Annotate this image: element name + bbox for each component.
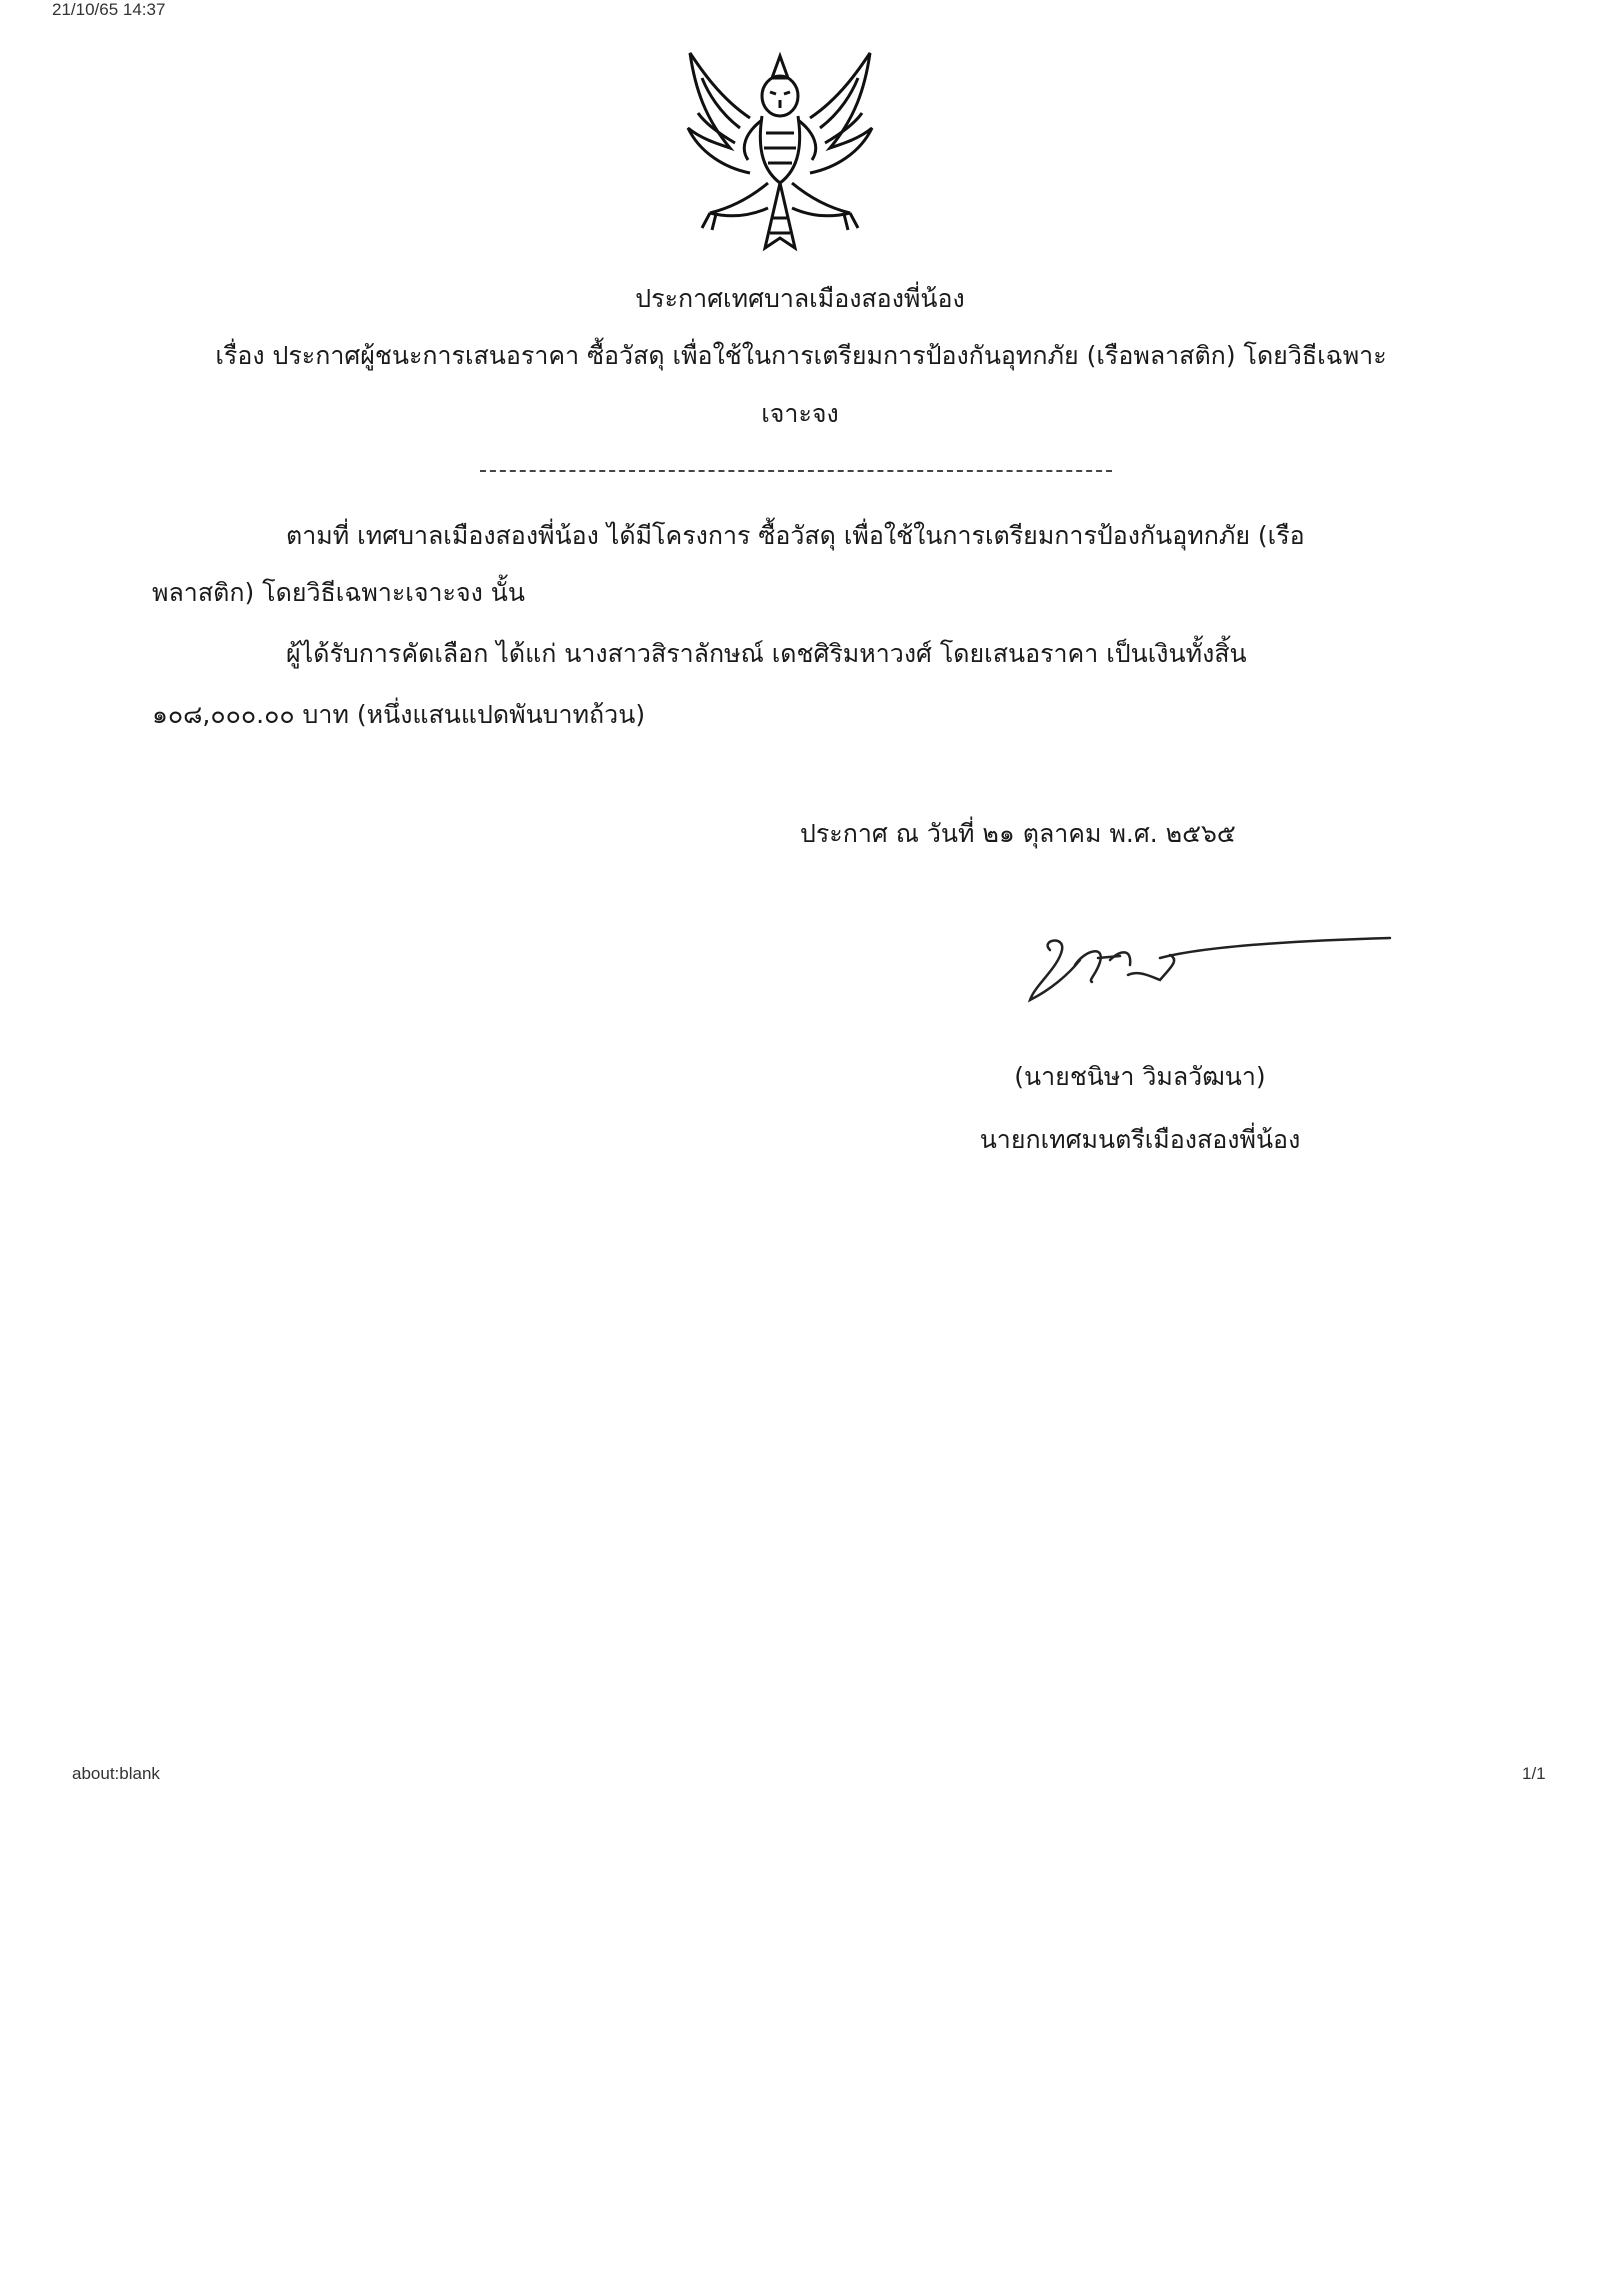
document-title: ประกาศเทศบาลเมืองสองพี่น้อง: [635, 284, 965, 313]
paragraph-1-line-2: พลาสติก) โดยวิธีเฉพาะเจาะจง นั้น: [152, 578, 525, 607]
separator-line: [480, 470, 1112, 472]
paragraph-2-line-1: ผู้ได้รับการคัดเลือก ได้แก่ นางสาวสิราลักษณ์ เดชศิริมหาวงศ์ โดยเสนอราคา เป็นเงินทั้งสิ้น: [286, 639, 1247, 668]
print-timestamp: 21/10/65 14:37: [52, 0, 166, 19]
signer-title: นายกเทศมนตรีเมืองสองพี่น้อง: [979, 1125, 1301, 1154]
subject-line-1: เรื่อง ประกาศผู้ชนะการเสนอราคา ซื้อวัสดุ เพื่อใช้ในการเตรียมการป้องกันอุทกภัย (เรือพลาสติก) โดยวิธีเฉพาะ: [215, 341, 1387, 370]
announcement-date: ประกาศ ณ วันที่ ๒๑ ตุลาคม พ.ศ. ๒๕๖๕: [800, 819, 1236, 848]
print-url: about:blank: [72, 1764, 160, 1783]
garuda-emblem-icon: [680, 48, 880, 273]
print-page-number: 1/1: [1522, 1764, 1546, 1783]
signer-name: (นายชนิษา วิมลวัฒนา): [1014, 1062, 1266, 1091]
paragraph-2-line-2: ๑๐๘,๐๐๐.๐๐ บาท (หนึ่งแสนแปดพันบาทถ้วน): [152, 700, 646, 729]
handwritten-signature: [1020, 920, 1400, 1020]
subject-line-2: เจาะจง: [761, 399, 839, 428]
paragraph-1-line-1: ตามที่ เทศบาลเมืองสองพี่น้อง ได้มีโครงการ ซื้อวัสดุ เพื่อใช้ในการเตรียมการป้องกันอุทกภัย (เรือ: [286, 521, 1305, 550]
